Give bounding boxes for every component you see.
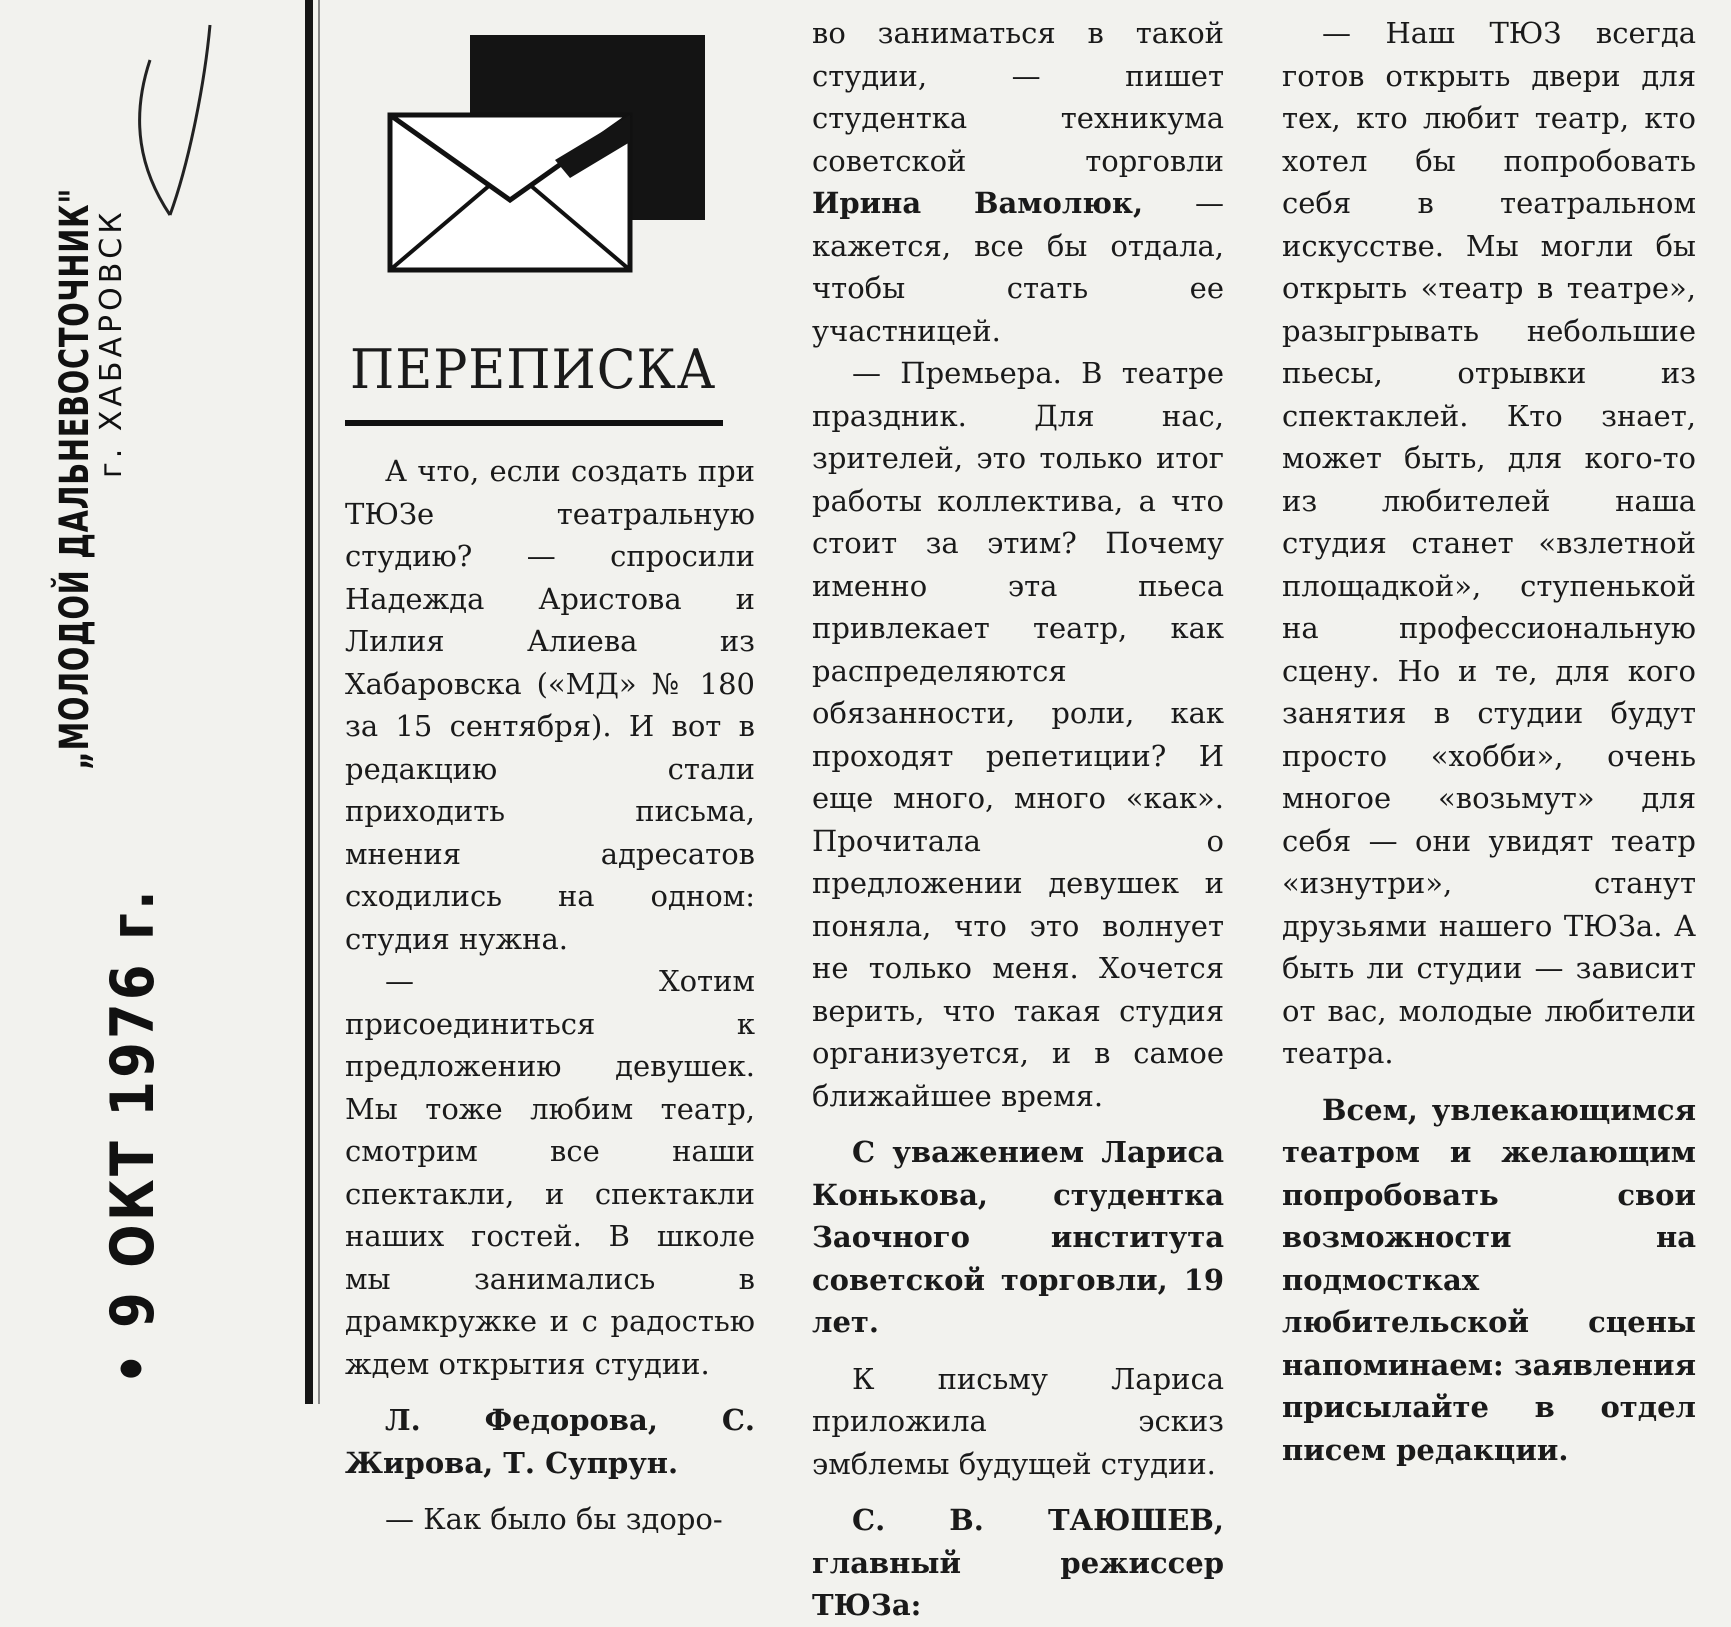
pen-mark-icon xyxy=(110,20,220,220)
column-3 xyxy=(1282,12,1696,1471)
date-stamp: • 9 ОКТ 1976 г. xyxy=(98,887,168,1385)
letter-4-signature: С уважением Лариса Конькова, студентка Заочного института советской торговли, 19 лет. xyxy=(812,1135,1224,1339)
editorial-note: Всем, увлекающимся театром и желающим попробовать свои возможности на подмостках любительской сцены напоминаем: заявления присылайте в отдел писем редакции. xyxy=(1282,1092,1696,1467)
newspaper-name-stamp: „МОЛОДОЙ ДАЛЬНЕВОСТОЧНИК" xyxy=(52,187,98,770)
letter-2-signature: Л. Федорова, С. Жирова, Т. Супрун. xyxy=(345,1403,755,1480)
title-underline xyxy=(345,420,723,426)
article-title: ПЕРЕПИСКА xyxy=(350,338,717,401)
director-role: главный режиссер ТЮЗа: xyxy=(812,1545,1224,1622)
column-rule xyxy=(305,0,313,1404)
letter-3-author: Ирина Вамолюк, xyxy=(812,186,1144,220)
director-name: С. В. ТАЮШЕВ, xyxy=(852,1503,1224,1537)
city-stamp: г. ХАБАРОВСК xyxy=(94,208,129,478)
letter-3-text-end: — кажется, все бы отдала, чтобы стать ее участницей. xyxy=(812,186,1225,348)
letter-3-start: — Как было бы здоро- xyxy=(385,1502,723,1536)
letter-3-text xyxy=(812,12,1224,352)
letter-3-text-start: во заниматься в такой студии, — пишет студентка техникума советской торговли xyxy=(812,16,1224,178)
director-intro xyxy=(812,1499,1224,1627)
letter-1-text: А что, если создать при ТЮЗе театральную студию? — спросили Надежда Аристова и Лилия Алиева из Хабаровска («МД» № 180 за 15 сентября). И вот в редакцию стали приходить письма, мнения адресатов сходились на одном: студия нужна. xyxy=(345,454,755,956)
letter-2-text: — Хотим присоединиться к предложению девушек. Мы тоже любим театр, смотрим все наши спектакли, и спектакли наших гостей. В школе мы занимались в драмкружке и с радостью ждем открытия студии. xyxy=(345,964,755,1381)
emblem-note: К письму Лариса приложила эскиз эмблемы будущей студии. xyxy=(812,1361,1224,1481)
letter-4-text: — Премьера. В театре праздник. Для нас, зрителей, это только итог работы коллектива, а что стоит за этим? Почему именно эта пьеса привлекает театр, как распределяются обязанности, роли, как проходят репетиции? И еще много, много «как». Прочитала о предложении девушек и поняла, что это волнует не только меня. Хочется верить, что такая студия организуется, и в самое ближайшее время. xyxy=(812,356,1224,1113)
column-2 xyxy=(812,12,1224,1627)
column-1 xyxy=(345,450,755,1541)
envelope-icon xyxy=(385,30,715,280)
director-reply: — Наш ТЮЗ всегда готов открыть двери для тех, кто любит театр, кто хотел бы попробовать себя в театральном искусстве. Мы могли бы открыть «театр в театре», разыгрывать небольшие пьесы, отрывки из спектаклей. Кто знает, может быть, для кого-то из любителей наша студия станет «взлетной площадкой», ступенькой на профессиональную сцену. Но и те, для кого занятия в студии будут просто «хобби», очень многое «возьмут» для себя — они увидят театр «изнутри», станут друзьями нашего ТЮЗа. А быть ли студии — зависит от вас, молодые любители театра. xyxy=(1282,16,1696,1070)
column-rule-light xyxy=(318,0,320,1404)
